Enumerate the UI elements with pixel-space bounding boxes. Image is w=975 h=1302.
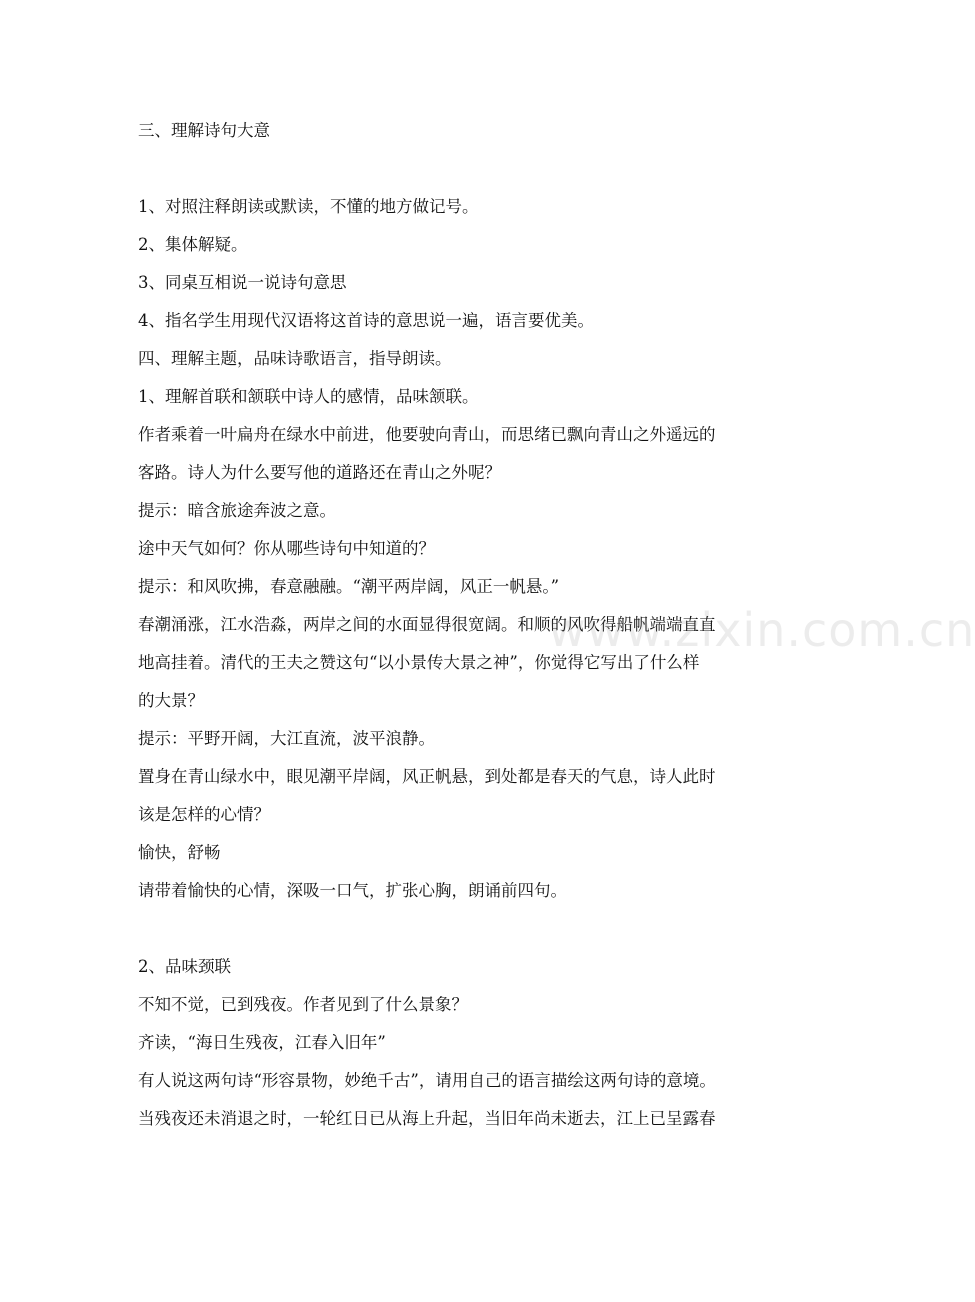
text-line: 置身在青山绿水中，眼见潮平岸阔，风正帆悬，到处都是春天的气息，诗人此时 bbox=[138, 767, 716, 786]
text-line: 该是怎样的心情？ bbox=[138, 805, 270, 824]
text-line: 3、同桌互相说一说诗句意思 bbox=[138, 273, 347, 292]
text-line: 提示：和风吹拂，春意融融。“潮平两岸阔，风正一帆悬。” bbox=[138, 577, 560, 596]
watermark-text: www.zixin.com.cn bbox=[548, 603, 975, 657]
document-body bbox=[138, 112, 788, 1138]
text-line: 不知不觉，已到残夜。作者见到了什么景象？ bbox=[138, 995, 468, 1014]
text-line: 2、集体解疑。 bbox=[138, 235, 248, 254]
text-line: 当残夜还未消退之时，一轮红日已从海上升起，当旧年尚未逝去，江上已呈露春 bbox=[138, 1109, 716, 1128]
text-line: 4、指名学生用现代汉语将这首诗的意思说一遍，语言要优美。 bbox=[138, 311, 594, 330]
text-line: 1、理解首联和颔联中诗人的感情，品味颔联。 bbox=[138, 387, 479, 406]
text-line: 提示：暗含旅途奔波之意。 bbox=[138, 501, 336, 520]
text-line: 春潮涌涨，江水浩淼，两岸之间的水面显得很宽阔。和顺的风吹得船帆端端直直 bbox=[138, 615, 716, 634]
section-heading-4: 四、理解主题，品味诗歌语言，指导朗读。 bbox=[138, 349, 452, 368]
text-line: 的大景？ bbox=[138, 691, 204, 710]
text-line: 请带着愉快的心情，深吸一口气，扩张心胸，朗诵前四句。 bbox=[138, 881, 567, 900]
text-line: 途中天气如何？你从哪些诗句中知道的？ bbox=[138, 539, 435, 558]
text-line: 1、对照注释朗读或默读，不懂的地方做记号。 bbox=[138, 197, 479, 216]
text-line: 有人说这两句诗“形容景物，妙绝千古”，请用自己的语言描绘这两句诗的意境。 bbox=[138, 1071, 716, 1090]
text-line: 愉快，舒畅 bbox=[138, 843, 221, 862]
text-line: 客路。诗人为什么要写他的道路还在青山之外呢？ bbox=[138, 463, 501, 482]
text-line: 地高挂着。清代的王夫之赞这句“以小景传大景之神”，你觉得它写出了什么样 bbox=[138, 653, 700, 672]
section-heading-3: 三、理解诗句大意 bbox=[138, 121, 270, 140]
text-line: 齐读，“海日生残夜，江春入旧年” bbox=[138, 1033, 386, 1052]
subsection-heading: 2、品味颈联 bbox=[138, 957, 231, 976]
text-line: 提示：平野开阔，大江直流，波平浪静。 bbox=[138, 729, 435, 748]
text-line: 作者乘着一叶扁舟在绿水中前进，他要驶向青山，而思绪已飘向青山之外遥远的 bbox=[138, 425, 716, 444]
